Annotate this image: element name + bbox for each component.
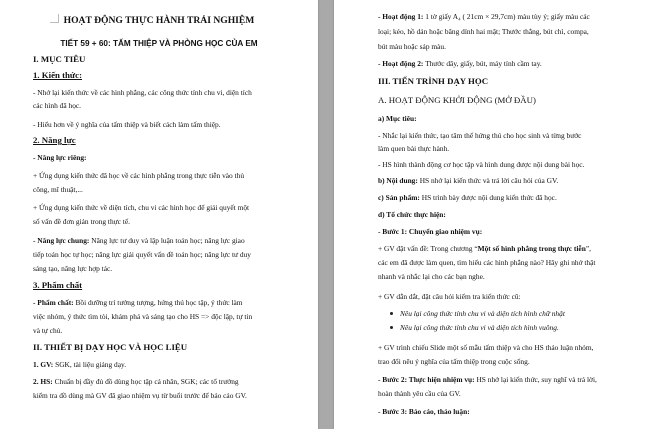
paragraph-line: loại; kéo, hồ dán hoặc băng dính hai mặt; Thước thẳng, bút chì, compa,	[378, 27, 589, 36]
paragraph-line: + GV dẫn dắt, đặt câu hỏi kiểm tra kiến thức cũ:	[378, 292, 521, 301]
bullet-icon	[390, 326, 393, 329]
section-heading-objectives: I. MỤC TIÊU	[33, 54, 86, 64]
paragraph-line: các hình đã học.	[33, 101, 82, 110]
subheading-specific-competency: - Năng lực riêng:	[33, 153, 87, 162]
subheading-objective: a) Mục tiêu:	[378, 114, 417, 123]
label-qualities: - Phẩm chất:	[33, 298, 74, 307]
paragraph-line: - Nhắc lại kiến thức, tạo tâm thế hứng thú cho học sinh và từng bước	[378, 131, 582, 140]
paragraph-line: + GV đặt vấn đề: Trong chương “Một số hình phẳng trong thực tiễn”,	[378, 244, 591, 253]
step-1-heading: - Bước 1: Chuyển giao nhiệm vụ:	[378, 227, 483, 236]
lesson-title: HOẠT ĐỘNG THỰC HÀNH TRẢI NGHIỆM	[63, 15, 255, 26]
subheading-implementation: d) Tổ chức thực hiện:	[378, 210, 446, 219]
paragraph-line: tiếp toán học tự học; năng lực giải quyết vấn đề toán học; năng lực tư duy	[33, 250, 251, 259]
paragraph-line: + Ứng dụng kiến thức đã học về các hình phẳng trong thực tiễn vào thủ	[33, 171, 245, 180]
paragraph-line: bút màu hoặc sáp màu.	[378, 42, 446, 51]
paragraph-line: nhanh và nhắc lại cho các bạn nghe.	[378, 272, 485, 281]
paragraph-line: - Hoạt động 1: 1 tờ giấy A₄ ( 21cm × 29,7cm) màu tùy ý; giấy màu các	[378, 12, 590, 21]
paragraph-line: c) Sản phẩm: HS trình bày được nội dung kiến thức đã học.	[378, 193, 557, 202]
paragraph-line: trao đổi nêu ý nghĩa của tấm thiệp trong cuộc sống.	[378, 357, 530, 366]
paragraph-line: làm quen bài thực hành.	[378, 144, 450, 153]
document-page-right	[334, 0, 650, 429]
paragraph-line: - Bước 2: Thực hiện nhiệm vụ: HS nhớ lại kiến thức, suy nghĩ và trả lời,	[378, 375, 597, 384]
heading-knowledge: 1. Kiến thức:	[33, 70, 83, 80]
paragraph-line: + GV trình chiếu Slide một số mẫu tấm thiệp và cho HS thảo luận nhóm,	[378, 343, 594, 352]
paragraph-line: hoàn thành yêu cầu của GV.	[378, 389, 461, 398]
heading-qualities: 3. Phẩm chất	[33, 280, 83, 290]
paragraph-line: các em đã được làm quen, tìm hiểu các hình phẳng nào? Hãy ghi nhớ thật	[378, 258, 596, 267]
section-heading-procedure: III. TIẾN TRÌNH DẠY HỌC	[378, 76, 489, 86]
paragraph-line: sáng tạo, năng lực hợp tác.	[33, 264, 113, 273]
paragraph-line: việc nhóm, ý thức tìm tòi, khám phá và sáng tạo cho HS => độc lập, tự tin	[33, 312, 253, 321]
question-item: Nêu lại công thức tính chu vi và diện tích hình vuông.	[400, 323, 559, 332]
paragraph-line: số vấn đề đơn giản trong thực tế.	[33, 217, 130, 226]
lesson-subtitle: TIẾT 59 + 60: TẤM THIỆP VÀ PHÒNG HỌC CỦA EM	[60, 39, 258, 48]
paragraph-line: 1. GV: SGK, tài liệu giảng dạy.	[33, 360, 127, 369]
paragraph-line: - Năng lực chung: Năng lực tư duy và lập luận toán học; năng lực giao	[33, 236, 245, 245]
label-general-competency: - Năng lực chung:	[33, 236, 90, 245]
step-3-heading: - Bước 3: Báo cáo, thảo luận:	[378, 407, 470, 416]
paragraph-line: - Hoạt động 2: Thước dây, giấy, bút, máy tính cầm tay.	[378, 59, 542, 68]
paragraph-line: 2. HS: Chuẩn bị đầy đủ đồ dùng học tập cá nhân, SGK; các tổ trưởng	[33, 377, 239, 386]
paragraph-line: kiểm tra đồ dùng mà GV đã giao nhiệm vụ từ buổi trước để báo cáo GV.	[33, 391, 247, 400]
bullet-icon	[390, 312, 393, 315]
paragraph-line: - Phẩm chất: Bồi dưỡng trí tưởng tượng, hứng thú học tập, ý thức làm	[33, 298, 243, 307]
paragraph-line: và tự chủ.	[33, 326, 63, 335]
section-heading-equipment: II. THIẾT BỊ DẠY HỌC VÀ HỌC LIỆU	[33, 342, 188, 352]
paragraph-line: công, mĩ thuật,...	[33, 185, 83, 194]
document-page-left	[0, 0, 318, 429]
paragraph-line: + Ứng dụng kiến thức về diện tích, chu vi các hình học để giải quyết một	[33, 203, 250, 212]
paragraph-line: - HS hình thành động cơ học tập và hình dung được nội dung bài học.	[378, 160, 585, 169]
paragraph-line: - Nhớ lại kiến thức về các hình phẳng, các công thức tính chu vi, diện tích	[33, 88, 252, 97]
step-2-heading: - Bước 2: Thực hiện nhiệm vụ:	[378, 375, 475, 384]
heading-competency: 2. Năng lực	[33, 135, 76, 145]
heading-warmup-activity: A. HOẠT ĐỘNG KHỞI ĐỘNG (MỞ ĐẦU)	[378, 95, 536, 105]
paragraph-line: b) Nội dung: HS nhớ lại kiến thức và trả lời câu hỏi của GV.	[378, 176, 559, 185]
paragraph-line: - Hiểu hơn về ý nghĩa của tấm thiệp và biết cách làm tấm thiệp.	[33, 120, 221, 129]
question-item: Nêu lại công thức tính chu vi và diện tích hình chữ nhật	[400, 309, 565, 318]
